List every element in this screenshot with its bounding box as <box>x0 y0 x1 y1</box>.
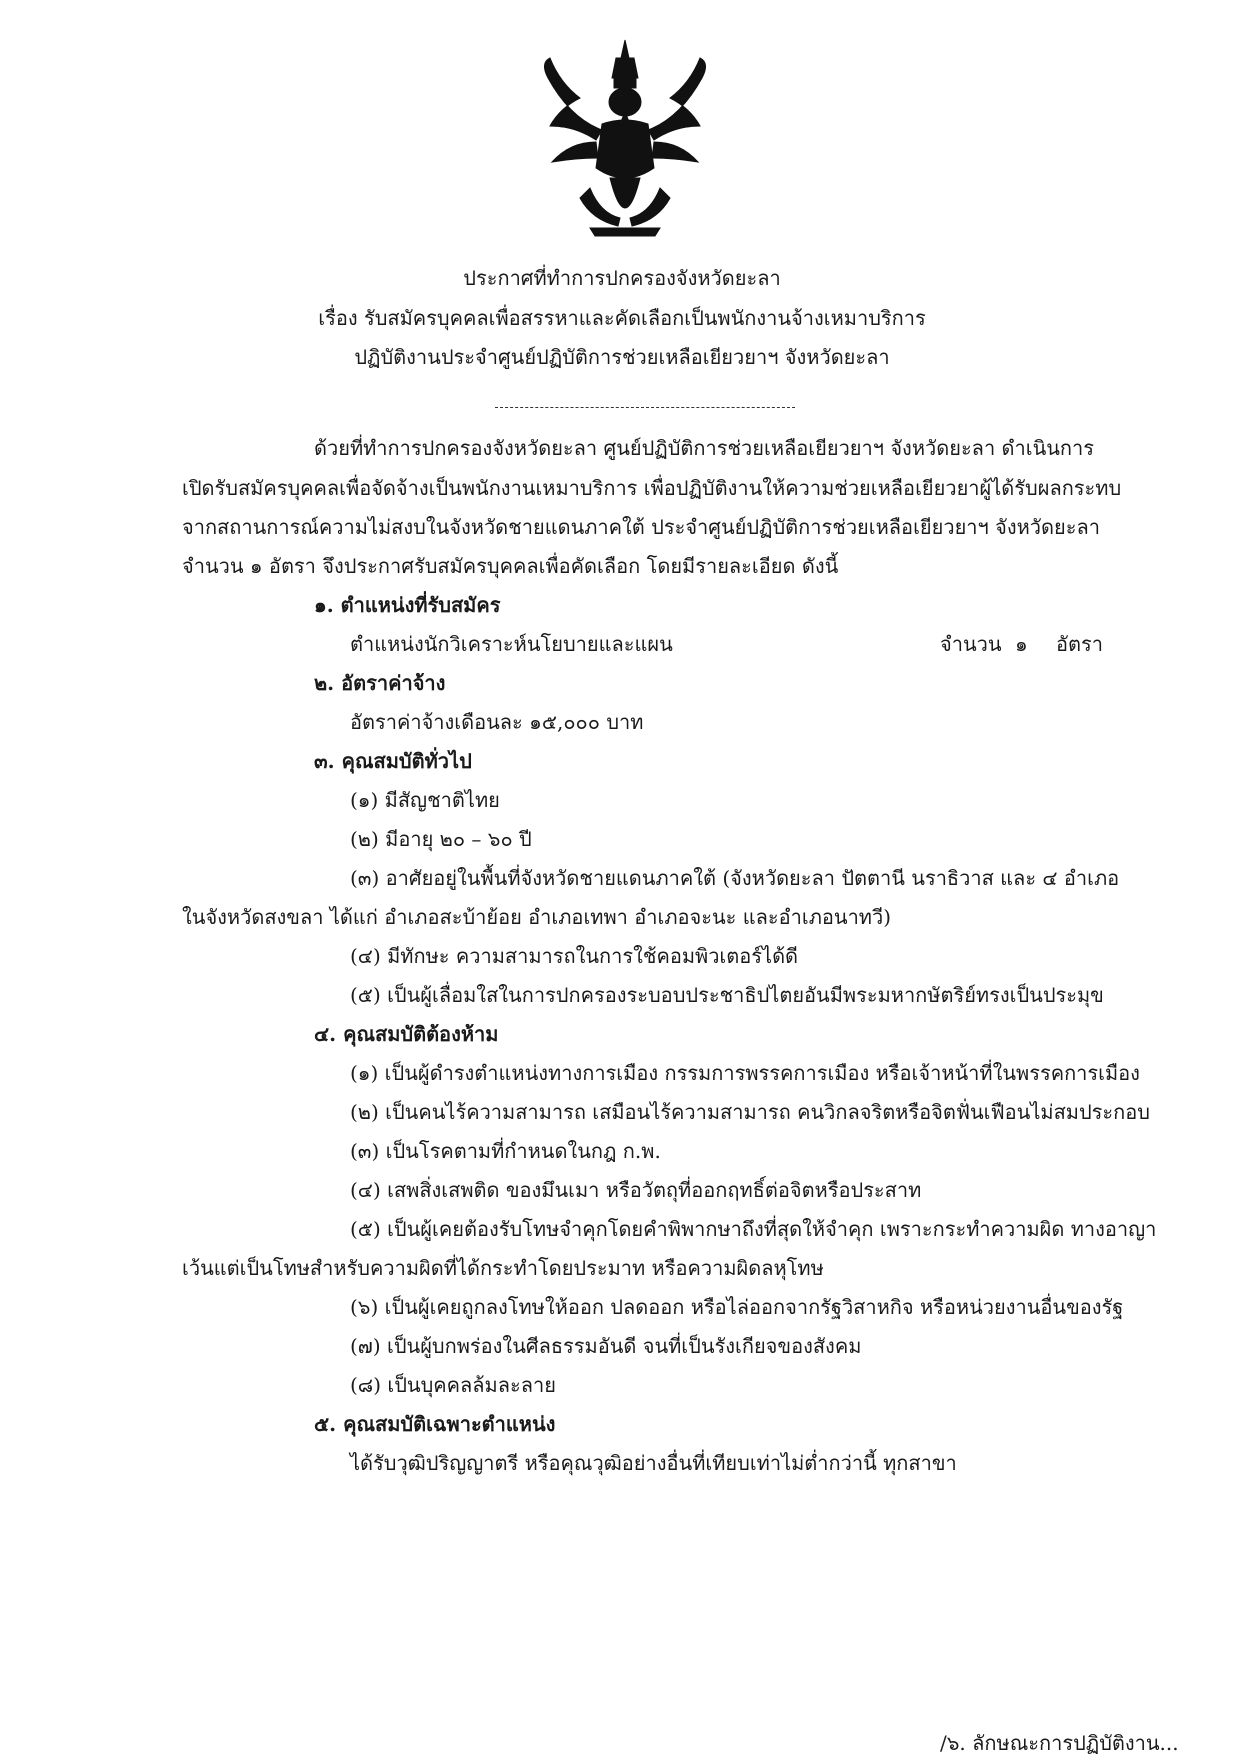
intro-line-2: เปิดรับสมัครบุคคลเพื่อจัดจ้างเป็นพนักงานเหมาบริการ เพื่อปฏิบัติงานให้ความช่วยเหลือเยียวยาผู้ได้รับผลกระทบ <box>182 476 1122 500</box>
position-name: ตำแหน่งนักวิเคราะห์นโยบายและแผน <box>350 632 673 656</box>
general-qual-5: (๕) เป็นผู้เลื่อมใสในการปกครองระบอบประชาธิปไตยอันมีพระมหากษัตริย์ทรงเป็นประมุข <box>350 983 1104 1007</box>
general-qual-4: (๔) มีทักษะ ความสามารถในการใช้คอมพิวเตอร์ได้ดี <box>350 944 799 968</box>
prohibited-5: (๕) เป็นผู้เคยต้องรับโทษจำคุกโดยคำพิพากษาถึงที่สุดให้จำคุก เพราะกระทำความผิด ทางอาญา <box>350 1217 1157 1241</box>
prohibited-6: (๖) เป็นผู้เคยถูกลงโทษให้ออก ปลดออก หรือไล่ออกจากรัฐวิสาหกิจ หรือหน่วยงานอื่นของรัฐ <box>350 1295 1124 1319</box>
announcement-subject-cont: ปฏิบัติงานประจำศูนย์ปฏิบัติการช่วยเหลือเยียวยาฯ จังหวัดยะลา <box>354 345 890 369</box>
count-value: ๑ <box>1015 632 1028 656</box>
prohibited-2: (๒) เป็นคนไร้ความสามารถ เสมือนไร้ความสามารถ คนวิกลจริตหรือจิตฟั่นเฟือนไม่สมประกอบ <box>350 1100 1150 1124</box>
general-qual-3: (๓) อาศัยอยู่ในพื้นที่จังหวัดชายแดนภาคใต้ (จังหวัดยะลา ปัตตานี นราธิวาส และ ๔ อำเภอ <box>350 866 1120 890</box>
prohibited-7: (๗) เป็นผู้บกพร่องในศีลธรรมอันดี จนที่เป็นรังเกียจของสังคม <box>350 1334 862 1358</box>
section-4-title: ๔. คุณสมบัติต้องห้าม <box>314 1022 499 1046</box>
prohibited-3: (๓) เป็นโรคตามที่กำหนดในกฎ ก.พ. <box>350 1139 661 1163</box>
intro-line-4: จำนวน ๑ อัตรา จึงประกาศรับสมัครบุคคลเพื่อคัดเลือก โดยมีรายละเอียด ดังนี้ <box>182 554 839 578</box>
intro-line-3: จากสถานการณ์ความไม่สงบในจังหวัดชายแดนภาคใต้ ประจำศูนย์ปฏิบัติการช่วยเหลือเยียวยาฯ จังหวัดยะลา <box>182 515 1100 539</box>
separator-line <box>495 407 795 408</box>
section-3-title: ๓. คุณสมบัติทั่วไป <box>314 749 472 773</box>
section-2-title: ๒. อัตราค่าจ้าง <box>314 671 446 695</box>
prohibited-1: (๑) เป็นผู้ดำรงตำแหน่งทางการเมือง กรรมการพรรคการเมือง หรือเจ้าหน้าที่ในพรรคการเมือง <box>350 1061 1140 1085</box>
count-label: จำนวน <box>940 632 1002 656</box>
general-qual-3-cont: ในจังหวัดสงขลา ได้แก่ อำเภอสะบ้าย้อย อำเภอเทพา อำเภอจะนะ และอำเภอนาทวี) <box>182 905 892 929</box>
announcement-subject: เรื่อง รับสมัครบุคคลเพื่อสรรหาและคัดเลือกเป็นพนักงานจ้างเหมาบริการ <box>318 306 926 330</box>
garuda-emblem-icon <box>530 38 720 253</box>
section-1-title: ๑. ตำแหน่งที่รับสมัคร <box>314 593 501 617</box>
continuation-note: /๖. ลักษณะการปฏิบัติงาน... <box>940 1731 1179 1755</box>
prohibited-8: (๘) เป็นบุคคลล้มละลาย <box>350 1373 556 1397</box>
intro-line-1: ด้วยที่ทำการปกครองจังหวัดยะลา ศูนย์ปฏิบัติการช่วยเหลือเยียวยาฯ จังหวัดยะลา ดำเนินการ <box>314 436 1095 460</box>
wage-text: อัตราค่าจ้างเดือนละ ๑๕,๐๐๐ บาท <box>350 710 644 734</box>
section-5-title: ๕. คุณสมบัติเฉพาะตำแหน่ง <box>314 1412 556 1436</box>
announcement-title: ประกาศที่ทำการปกครองจังหวัดยะลา <box>463 266 781 290</box>
specific-qual-text: ได้รับวุฒิปริญญาตรี หรือคุณวุฒิอย่างอื่นที่เทียบเท่าไม่ต่ำกว่านี้ ทุกสาขา <box>350 1451 957 1475</box>
prohibited-4: (๔) เสพสิ่งเสพติด ของมึนเมา หรือวัตถุที่ออกฤทธิ์ต่อจิตหรือประสาท <box>350 1178 922 1202</box>
prohibited-5-cont: เว้นแต่เป็นโทษสำหรับความผิดที่ได้กระทำโดยประมาท หรือความผิดลหุโทษ <box>182 1256 824 1280</box>
general-qual-1: (๑) มีสัญชาติไทย <box>350 788 500 812</box>
general-qual-2: (๒) มีอายุ ๒๐ – ๖๐ ปี <box>350 827 532 851</box>
count-unit: อัตรา <box>1056 632 1103 656</box>
